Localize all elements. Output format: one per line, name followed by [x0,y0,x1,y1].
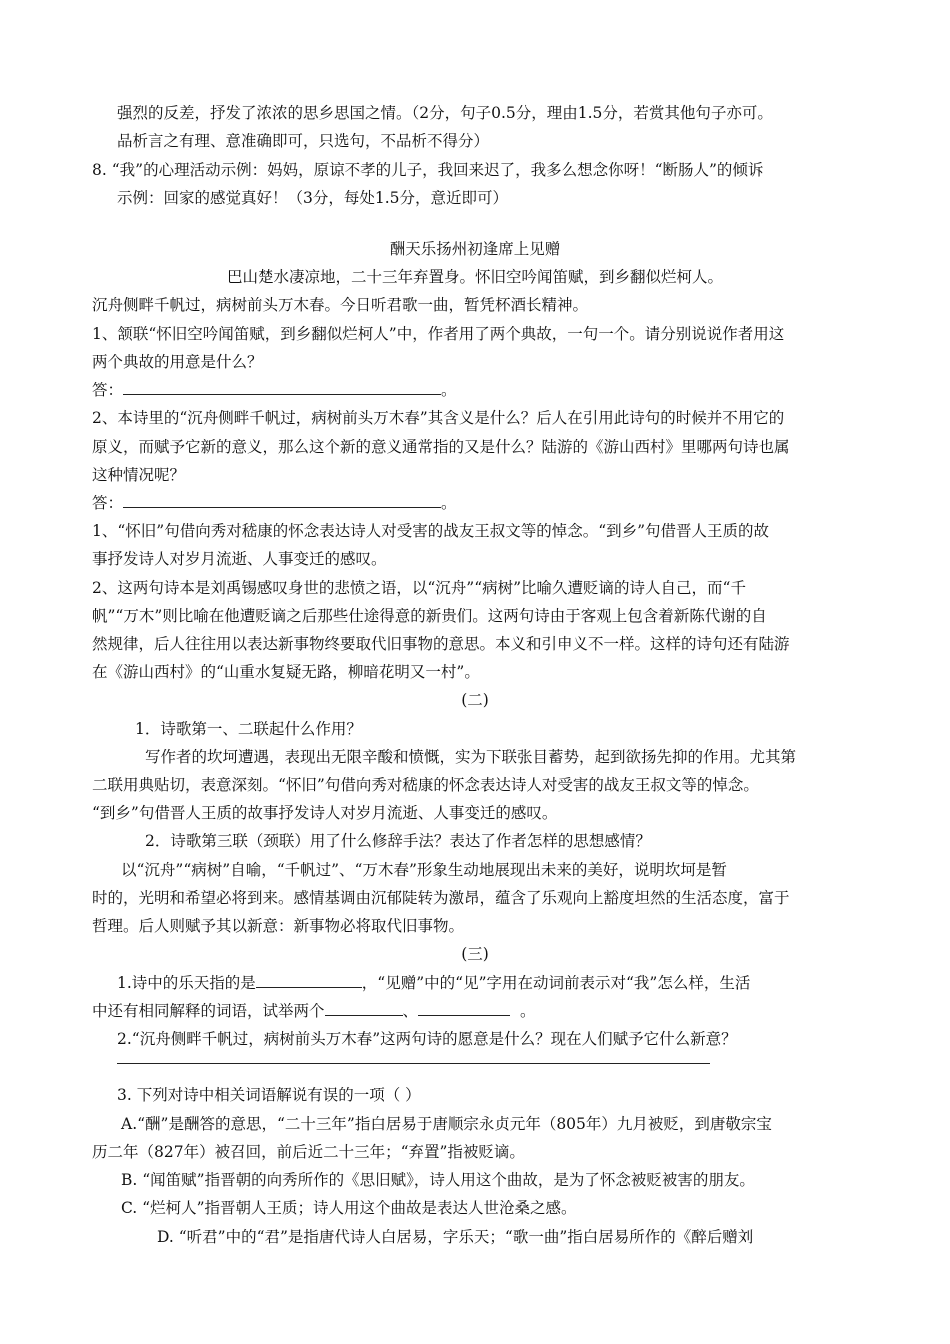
text-line: 然规律，后人往往用以表达新事物终要取代旧事物的意思。本义和引申义不一样。这样的诗句还有陆游 [92,635,790,653]
text-line: 示例：回家的感觉真好！（3分，每处1.5分，意近即可） [117,189,509,207]
answer-blank[interactable] [418,998,510,1016]
option-line: A.“酬”是酬答的意思，“二十三年”指白居易于唐顺宗永贞元年（805年）九月被贬，到唐敬宗宝 [121,1115,772,1133]
poem-line: 沉舟侧畔千帆过，病树前头万木春。今日听君歌一曲，暂凭杯酒长精神。 [92,296,589,314]
text-line: 品析言之有理、意准确即可，只选句，不品析不得分） [117,132,490,150]
question-line: 2．诗歌第三联（颈联）用了什么修辞手法？表达了作者怎样的思想感情？ [145,832,651,850]
question-text: 1.诗中的乐天指的是 [117,974,256,992]
text-line: 以“沉舟”“病树”自喻，“千帆过”、“万木春”形象生动地展现出未来的美好，说明坎坷是暂 [121,861,727,879]
question-text: ，“见赠”中的“见”字用在动词前表示对“我”怎么样，生活 [361,974,751,992]
question-line: 1、颔联“怀旧空吟闻笛赋，到乡翻似烂柯人”中，作者用了两个典故，一句一个。请分别说说作者用这 [92,325,785,343]
text-line: 写作者的坎坷遭遇，表现出无限辛酸和愤慨，实为下联张目蓄势，起到欲扬先抑的作用。尤其第 [145,748,797,766]
question-line: 3. 下列对诗中相关词语解说有误的一项（ ） [117,1086,421,1104]
text-line: 帆”“万木”则比喻在他遭贬谪之后那些仕途得意的新贵们。这两句诗由于客观上包含着新陈代谢的自 [92,607,767,625]
answer-label: 答： [92,381,124,399]
text-line: 8. “我”的心理活动示例：妈妈，原谅不孝的儿子，我回来迟了，我多么想念你呀！“断肠人”的倾诉 [92,161,764,179]
answer-blank[interactable] [256,970,362,988]
text-line: 事抒发诗人对岁月流逝、人事变迁的感叹。 [92,550,387,568]
poem-title: 酬天乐扬州初逢席上见赠 [389,240,561,258]
option-line: 历二年（827年）被召回，前后近二十三年；“弃置”指被贬谪。 [92,1143,525,1161]
text-line: “到乡”句借晋人王质的故事抒发诗人对岁月流逝、人事变迁的感叹。 [92,804,558,822]
question-line: 2.“沉舟侧畔千帆过，病树前头万木春”这两句诗的愿意是什么？现在人们赋予它什么新意？ [117,1030,737,1048]
text-line: 强烈的反差，抒发了浓浓的思乡思国之情。（2分，句子0.5分，理由1.5分，若赏其他句子亦可。 [117,104,773,122]
text-line: 2、这两句诗本是刘禹锡感叹身世的悲愤之语，以“沉舟”“病树”比喻久遭贬谪的诗人自己，而“千 [92,579,746,597]
question-line: 1．诗歌第一、二联起什么作用？ [135,720,362,738]
answer-blank[interactable] [325,998,403,1016]
text-line: 哲理。后人则赋予其以新意：新事物必将取代旧事物。 [92,917,465,935]
question-line: 两个典故的用意是什么？ [92,353,263,371]
text-line: 1、“怀旧”句借向秀对嵇康的怀念表达诗人对受害的战友王叔文等的悼念。“到乡”句借晋人王质的故 [92,522,770,540]
answer-blank[interactable] [123,490,441,508]
text-line: 二联用典贴切，表意深刻。“怀旧”句借向秀对嵇康的怀念表达诗人对受害的战友王叔文等的悼念。 [92,776,759,794]
text-line: 在《游山西村》的“山重水复疑无路，柳暗花明又一村”。 [92,663,480,681]
answer-end: 。 [520,1002,536,1020]
answer-label: 答： [92,494,124,512]
question-text: 中还有相同解释的词语，试举两个 [92,1002,325,1020]
separator: 、 [402,1002,419,1020]
question-line: 原义，而赋予它新的意义，那么这个新的意义通常指的又是什么？陆游的《游山西村》里哪两句诗也属 [92,438,790,456]
option-line: B. “闻笛赋”指晋朝的向秀所作的《思旧赋》，诗人用这个曲故，是为了怀念被贬被害的朋友。 [121,1171,755,1189]
question-line: 2、本诗里的“沉舟侧畔千帆过，病树前头万木春”其含义是什么？后人在引用此诗句的时候并不用它的 [92,409,785,427]
answer-end: 。 [441,494,457,512]
answer-blank[interactable] [123,377,441,395]
question-line: 这种情况呢？ [92,466,186,484]
section-heading: (二) [461,691,489,709]
question-line [117,970,750,996]
option-line: C. “烂柯人”指晋朝人王质；诗人用这个曲故是表达人世沧桑之感。 [121,1199,577,1217]
answer-line [92,377,457,403]
poem-line: 巴山楚水凄凉地，二十三年弃置身。怀旧空吟闻笛赋，到乡翻似烂柯人。 [226,268,723,286]
section-heading: (三) [461,945,489,963]
answer-end: 。 [441,381,457,399]
text-line: 时的，光明和希望必将到来。感情基调由沉郁陡转为激昂，蕴含了乐观向上豁度坦然的生活态度，富于 [92,889,790,907]
question-line [92,998,536,1024]
answer-line [92,490,457,516]
option-line: D. “听君”中的“君”是指唐代诗人白居易，字乐天；“歌一曲”指白居易所作的《醉后赠刘 [157,1228,754,1246]
answer-rule[interactable] [117,1063,710,1064]
